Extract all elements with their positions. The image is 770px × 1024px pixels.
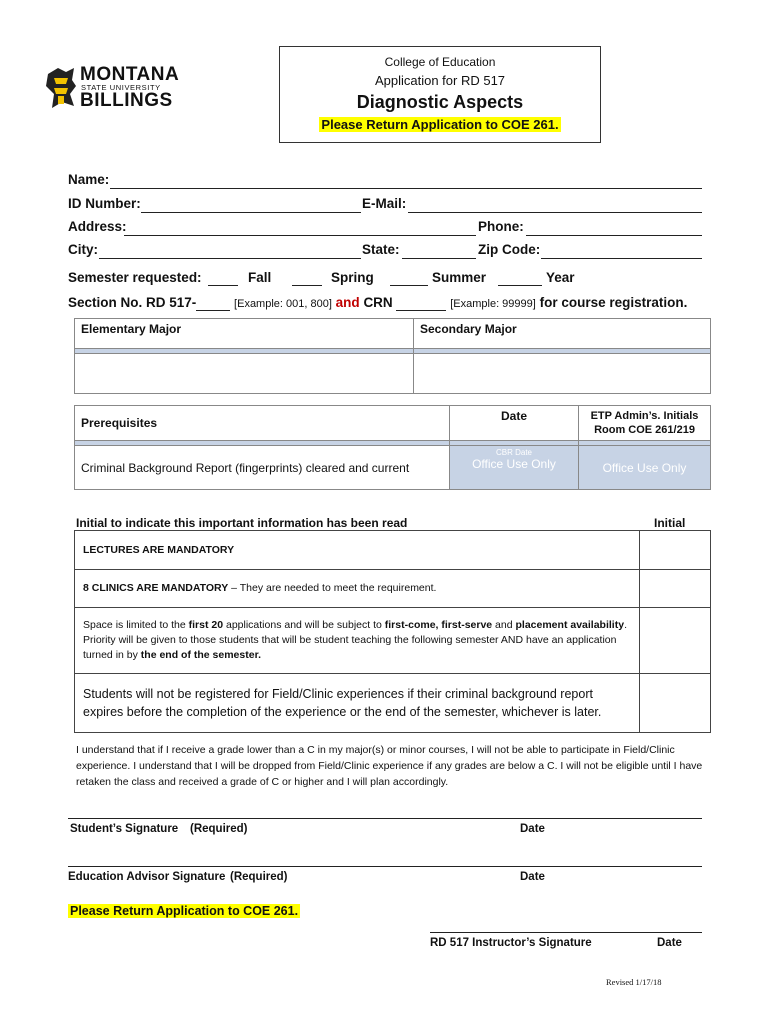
clinics-mandatory: 8 CLINICS ARE MANDATORY – They are needed to meet the requirement. [75, 570, 640, 608]
summer-blank[interactable] [390, 285, 428, 286]
students-not-registered-text: Students will not be registered for Field/Clinic experiences if their criminal background report expires before the completion of the experience or the end of the semester, whichever is later. [75, 674, 640, 733]
spring-label: Spring [331, 270, 374, 285]
office-use-only-2: Office Use Only [579, 446, 711, 490]
spring-blank[interactable] [292, 285, 322, 286]
student-signature-line[interactable] [68, 818, 702, 819]
initial-info-heading: Initial to indicate this important information has been read [76, 516, 408, 530]
return-notice: Please Return Application to COE 261. [321, 117, 559, 132]
initial-field-space[interactable] [640, 608, 711, 674]
city-field[interactable] [99, 258, 361, 259]
prerequisites-header: Prerequisites [75, 406, 450, 441]
etp-line1: ETP Admin’s. Initials [590, 410, 699, 422]
phone-label: Phone: [478, 219, 524, 234]
year-blank[interactable] [498, 285, 542, 286]
etp-initials-header [579, 406, 711, 441]
date-label-3: Date [657, 937, 682, 949]
crn-blank[interactable] [396, 295, 446, 311]
etp-line2: Room COE 261/219 [594, 424, 695, 436]
cbr-date-field[interactable] [450, 446, 579, 490]
logo-state-university: STATE UNIVERSITY [81, 83, 161, 92]
city-label: City: [68, 242, 98, 257]
phone-field[interactable] [526, 235, 702, 236]
address-field[interactable] [124, 235, 476, 236]
revised-date: Revised 1/17/18 [606, 977, 662, 987]
secondary-major-field[interactable] [414, 354, 711, 394]
college-name: College of Education [384, 55, 496, 69]
important-info-table [74, 530, 711, 733]
section-blank[interactable] [196, 295, 230, 311]
semester-label: Semester requested: [68, 270, 202, 285]
initial-column-header: Initial [654, 516, 686, 530]
required-label-2: (Required) [230, 871, 288, 883]
advisor-signature-line[interactable] [68, 866, 702, 867]
initial-field-students[interactable] [640, 674, 711, 733]
form-title: Diagnostic Aspects [356, 92, 524, 112]
state-label: State: [362, 242, 400, 257]
zip-field[interactable] [541, 258, 702, 259]
fall-blank[interactable] [208, 285, 238, 286]
elementary-major-field[interactable] [75, 354, 414, 394]
date-label-1: Date [520, 823, 545, 835]
crn-example: [Example: 99999] [450, 298, 536, 310]
crn-label: CRN [363, 295, 393, 310]
required-label-1: (Required) [190, 823, 248, 835]
name-label: Name: [68, 172, 110, 187]
instructor-signature-line[interactable] [430, 932, 702, 933]
id-number-field[interactable] [141, 212, 361, 213]
email-field[interactable] [408, 212, 702, 213]
cbr-date-label: CBR Date [495, 448, 532, 457]
understand-paragraph: I understand that if I receive a grade lower than a C in my major(s) or minor courses, I will not be able to participate in Field/Clinic experience. I understand that I will be dropped from Field/Clinic experience if any grades are below a C. I will not be eligible until I have retaken the class and received a grade of C or higher and I will plan accordingly. [76, 744, 703, 788]
section-text: Section No. RD 517- [68, 295, 197, 310]
fall-label: Fall [248, 270, 272, 285]
logo-montana: MONTANA [80, 64, 180, 85]
student-signature-label: Student’s Signature [70, 823, 179, 835]
name-field[interactable] [110, 188, 702, 189]
initial-field-clinics[interactable] [640, 570, 711, 608]
msu-billings-logo [44, 64, 184, 114]
zip-label: Zip Code: [478, 242, 541, 257]
initial-field-lectures[interactable] [640, 531, 711, 570]
instructor-signature-label: RD 517 Instructor’s Signature [430, 937, 592, 949]
space-limited-text: Space is limited to the first 20 applications and will be subject to first-come, first-serve and placement availability. Priority will be given to those students that will be student teaching the following semester AND have an application turned in by the end of the semester. [75, 608, 640, 674]
secondary-major-header: Secondary Major [414, 319, 711, 349]
state-field[interactable] [402, 258, 476, 259]
date-label-2: Date [520, 871, 545, 883]
majors-table [74, 318, 711, 394]
date-header: Date [450, 406, 579, 441]
header-box [279, 46, 601, 143]
yellowjacket-icon [46, 68, 76, 108]
prerequisites-table [74, 405, 711, 490]
and-text: and [335, 295, 360, 310]
logo-billings: BILLINGS [80, 90, 173, 111]
summer-label: Summer [432, 270, 487, 285]
email-label: E-Mail: [362, 196, 407, 211]
return-notice-bottom: Please Return Application to COE 261. [70, 904, 299, 918]
advisor-signature-label: Education Advisor Signature [68, 871, 226, 883]
id-number-label: ID Number: [68, 196, 141, 211]
lectures-mandatory: LECTURES ARE MANDATORY [75, 531, 640, 570]
criminal-background-text: Criminal Background Report (fingerprints) cleared and current [75, 446, 450, 490]
year-label: Year [546, 270, 575, 285]
elementary-major-header: Elementary Major [75, 319, 414, 349]
section-label [68, 295, 687, 311]
address-label: Address: [68, 219, 127, 234]
course-registration-text: for course registration. [539, 295, 688, 310]
application-name: Application for RD 517 [374, 73, 506, 88]
section-example: [Example: 001, 800] [234, 298, 332, 310]
office-use-only-1: Office Use Only [472, 457, 556, 471]
